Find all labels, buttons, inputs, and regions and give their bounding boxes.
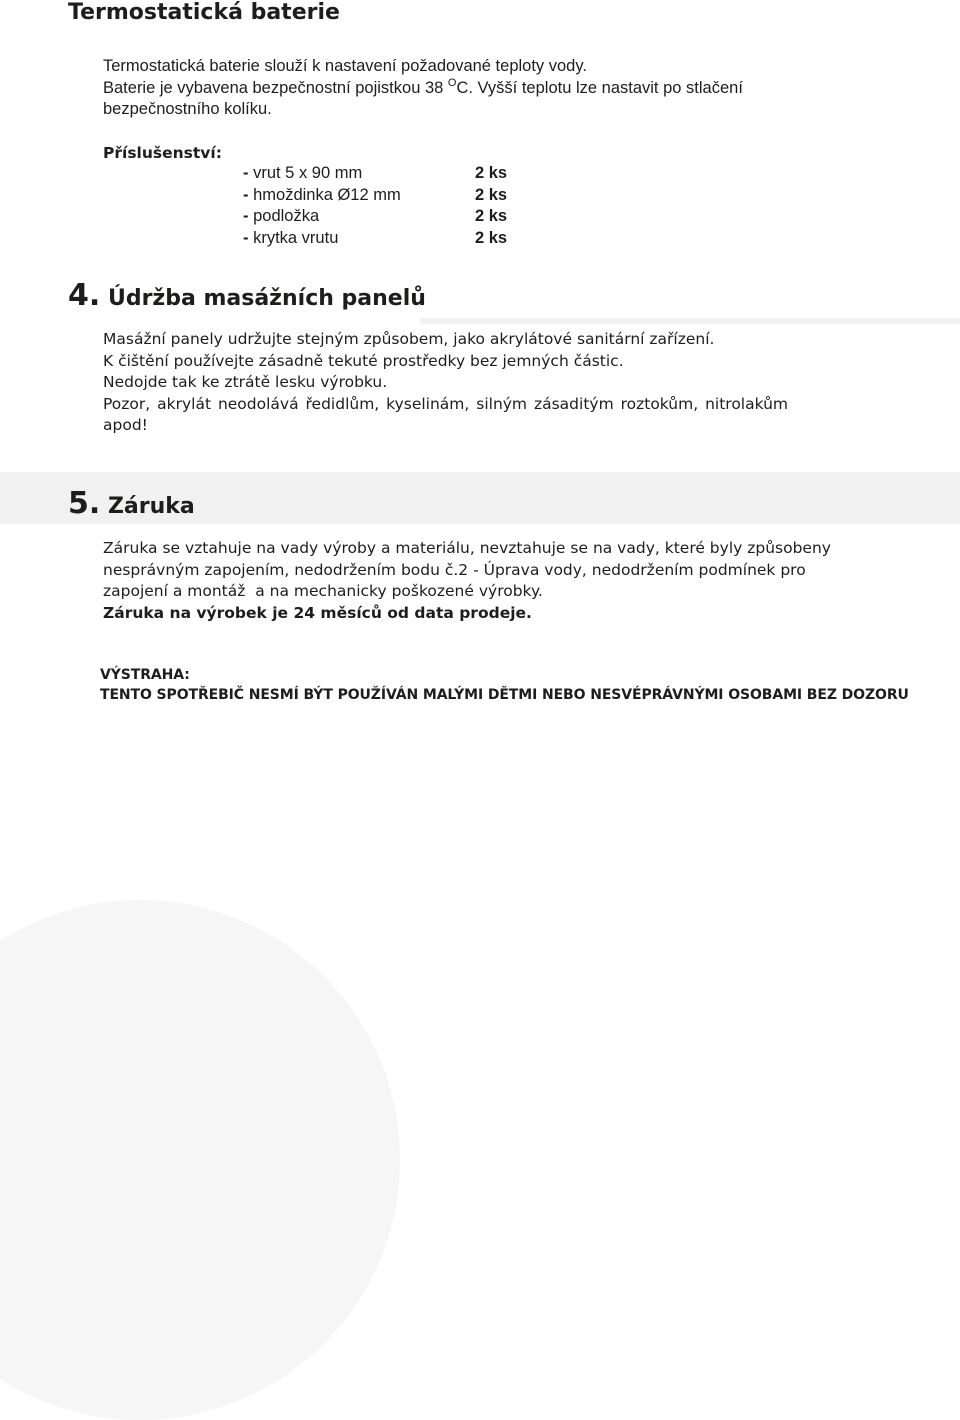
accessory-item: [243, 228, 338, 250]
section-4-title: Údržba masážních panelů: [107, 286, 426, 311]
accessory-name: hmoždinka Ø12 mm: [253, 185, 401, 204]
accessory-dash: -: [243, 207, 254, 225]
accessory-item: [243, 185, 401, 207]
thermostat-line-2: [103, 78, 823, 100]
thermostat-description: [103, 56, 823, 121]
section-5-title: Záruka: [107, 494, 195, 519]
section-5-line: zapojení a montáž a na mechanicky poškozené výrobky.: [103, 582, 543, 600]
section-5-number: 5.: [68, 486, 101, 521]
section-5-line: nesprávným zapojením, nedodržením bodu č.2 - Úprava vody, nedodržením podmínek pro: [103, 560, 806, 579]
accessory-row: [103, 163, 523, 184]
accessory-qty: 2 ks: [475, 164, 508, 182]
thermostat-line-2-end: C. Vyšší teplotu lze nastavit po stlačení: [456, 78, 743, 97]
accessories-label: Příslušenství:: [103, 144, 222, 162]
accessory-item: [243, 206, 319, 228]
section-5-body: [103, 538, 831, 624]
accessory-qty: 2 ks: [475, 207, 508, 225]
thermostat-line-1: Termostatická baterie slouží k nastavení požadované teploty vody.: [103, 57, 587, 75]
section-5-heading: [68, 486, 195, 521]
section-4-header-band: [420, 318, 960, 324]
section-title-thermostat: Termostatická baterie: [68, 0, 340, 25]
section-5-line: Záruka se vztahuje na vady výroby a materiálu, nevztahuje se na vady, které byly způsobeny: [103, 539, 831, 557]
accessory-name: podložka: [253, 207, 320, 225]
accessory-dash: -: [243, 164, 254, 182]
accessory-qty: 2 ks: [475, 228, 508, 247]
warning-text: TENTO SPOTŘEBIČ NESMÍ BÝT POUŽÍVÁN MALÝMI DĚTMI NEBO NESVÉPRÁVNÝMI OSOBAMI BEZ DOZORU: [100, 687, 909, 703]
accessory-row: [103, 228, 523, 249]
accessory-name: krytka vrutu: [253, 228, 339, 247]
accessory-row: [103, 185, 523, 206]
accessory-dash: -: [243, 185, 254, 204]
thermostat-line-2-start: Baterie je vybavena bezpečnostní pojistkou 38: [103, 78, 448, 97]
section-4-line: Masážní panely udržujte stejným způsobem, jako akrylátové sanitární zařízení.: [103, 330, 715, 348]
thermostat-line-3: bezpečnostního kolíku.: [103, 100, 272, 118]
background-watermark: [0, 900, 400, 1420]
section-4-heading: [68, 278, 426, 313]
accessories-list: [103, 163, 543, 253]
accessory-qty: 2 ks: [475, 185, 508, 204]
accessory-item: [243, 163, 362, 185]
section-4-line: Pozor, akrylát neodolává ředidlům, kyselinám, silným zásaditým roztokům, nitrolakům: [103, 394, 789, 413]
accessory-row: [103, 206, 523, 227]
section-4-line: Nedojde tak ke ztrátě lesku výrobku.: [103, 373, 388, 391]
section-4-line: apod!: [103, 416, 148, 434]
section-4-number: 4.: [68, 278, 101, 313]
warranty-period: Záruka na výrobek je 24 měsíců od data prodeje.: [103, 603, 532, 622]
accessory-dash: -: [243, 228, 254, 247]
section-4-line: K čištění používejte zásadně tekuté prostředky bez jemných částic.: [103, 351, 624, 370]
accessory-name: vrut 5 x 90 mm: [253, 164, 363, 182]
warning-label: VÝSTRAHA:: [100, 667, 190, 683]
degree-superscript: O: [447, 76, 457, 89]
section-4-body: [103, 329, 803, 437]
